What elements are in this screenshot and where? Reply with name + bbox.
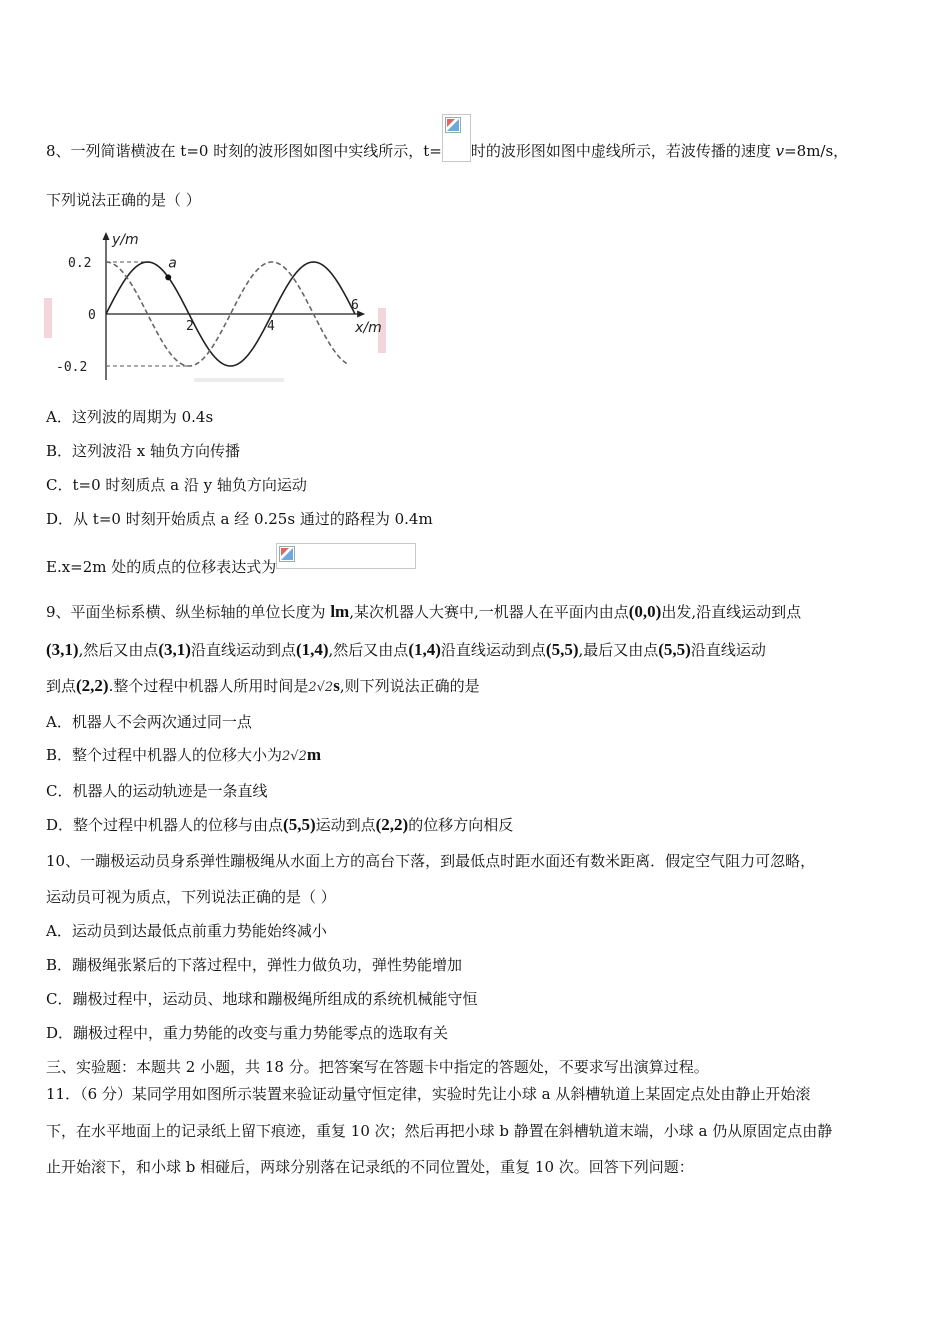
left-edge-mark	[44, 298, 52, 338]
q9-point: (1,4)	[295, 640, 329, 659]
q9-option-b	[46, 745, 321, 767]
q8-option-d: D．从 t=0 时刻开始质点 a 经 0.25s 通过的路程为 0.4m	[46, 510, 433, 528]
q9-text: 到点	[46, 677, 77, 695]
x-tick-label: 4	[267, 319, 275, 334]
q10-option-d: D．蹦极过程中，重力势能的改变与重力势能零点的选取有关	[46, 1024, 449, 1042]
q9-point: (2,2)	[76, 676, 109, 695]
q9-point: (0,0)	[628, 602, 662, 621]
q9-text: 9、平面坐标系横、纵坐标轴的单位长度为	[46, 603, 331, 621]
q9-text: .整个过程中机器人所用时间是	[108, 677, 309, 695]
q9-text: 沿直线运动	[690, 641, 766, 659]
broken-image-icon	[442, 114, 471, 162]
q11-stem-line1: 11．（6 分）某同学用如图所示装置来验证动量守恒定律，实验时先让小球 a 从斜槽轨道上某固定点处由静止开始滚	[46, 1085, 811, 1103]
q9-unit: s	[333, 676, 340, 695]
q9-time-sqrt: 2√2	[308, 680, 334, 695]
q9-unit: m	[306, 745, 322, 764]
y-axis-label: y/m	[112, 232, 139, 248]
q9-option-a: A．机器人不会两次通过同一点	[46, 713, 252, 731]
y-tick-label: 0.2	[68, 256, 92, 271]
q8-option-b: B．这列波沿 x 轴负方向传播	[46, 442, 241, 460]
x-tick-label: 6	[351, 298, 359, 313]
q8-option-e	[46, 555, 416, 581]
wave-figure	[44, 228, 394, 388]
q10-stem-line2: 运动员可视为质点，下列说法正确的是（ ）	[46, 888, 336, 906]
q10-stem-line1: 10、一蹦极运动员身系弹性蹦极绳从水面上方的高台下落，到最低点时距水面还有数米距离．假定空气阻力可忽略，	[46, 852, 816, 870]
q9-point: (1,4)	[408, 640, 441, 659]
q9-point: (2,2)	[375, 815, 409, 834]
q10-option-a: A．运动员到达最低点前重力势能始终减小	[46, 922, 327, 940]
bottom-edge-mark	[194, 378, 284, 382]
q9-unit: lm	[330, 602, 350, 621]
broken-image-icon	[276, 543, 416, 569]
q9-text: ,某次机器人大赛中,一机器人在平面内由点	[349, 603, 629, 621]
q9-point: (5,5)	[283, 815, 316, 834]
q8-stem-line1	[46, 128, 848, 176]
q8-velocity-symbol: v	[775, 142, 785, 160]
q9-option-b-text: B．整个过程中机器人的位移大小为	[46, 746, 283, 764]
q8-option-a: A．这列波的周期为 0.4s	[46, 408, 214, 426]
q9-text: ,则下列说法正确的是	[339, 677, 480, 695]
q9-text: ,然后又由点	[78, 641, 159, 659]
q8-stem-text-c: =8m/s，	[784, 142, 849, 160]
q9-text: ,最后又由点	[578, 641, 659, 659]
q9-stem-line3	[46, 676, 480, 698]
q9-option-d	[46, 815, 513, 835]
q8-option-c: C．t=0 时刻质点 a 沿 y 轴负方向运动	[46, 476, 307, 494]
section-3-heading: 三、实验题：本题共 2 小题，共 18 分。把答案写在答题卡中指定的答题处，不要求写出演算过程。	[46, 1058, 709, 1076]
q8-stem-text-b: 时的波形图如图中虚线所示，若波传播的速度	[470, 142, 776, 160]
q10-option-c: C．蹦极过程中，运动员、地球和蹦极绳所组成的系统机械能守恒	[46, 990, 478, 1008]
q9-displacement-sqrt: 2√2	[282, 749, 307, 764]
y-axis-arrow	[103, 232, 110, 240]
q9-point: (5,5)	[658, 640, 691, 659]
q11-stem-line3: 止开始滚下，和小球 b 相碰后，两球分别落在记录纸的不同位置处，重复 10 次。回答下列问题：	[46, 1158, 694, 1176]
q11-stem-line2: 下，在水平地面上的记录纸上留下痕迹，重复 10 次；然后再把小球 b 静置在斜槽轨道末端，小球 a 仍从原固定点由静	[46, 1122, 833, 1140]
point-a-label: a	[168, 255, 177, 272]
x-axis-label: x/m	[355, 320, 382, 336]
q9-stem-line1	[46, 602, 801, 622]
q8-stem-line2: 下列说法正确的是（ ）	[46, 191, 201, 209]
point-a	[165, 274, 171, 280]
q8-stem-text-a: 8、一列简谐横波在 t=0 时刻的波形图如图中实线所示，t=	[46, 142, 442, 160]
q9-text: 的位移方向相反	[408, 816, 514, 834]
q9-point: (3,1)	[158, 640, 191, 659]
q9-text: 沿直线运动到点	[190, 641, 296, 659]
q9-point: (5,5)	[545, 640, 579, 659]
x-tick-label: 2	[186, 319, 194, 334]
q9-option-c: C．机器人的运动轨迹是一条直线	[46, 782, 268, 800]
q8-option-e-text: E.x=2m 处的质点的位移表达式为	[46, 558, 277, 576]
q9-text: D．整个过程中机器人的位移与由点	[46, 816, 284, 834]
q9-point: (3,1)	[46, 640, 79, 659]
q10-option-b: B．蹦极绳张紧后的下落过程中，弹性力做负功，弹性势能增加	[46, 956, 463, 974]
q9-text: 运动到点	[315, 816, 376, 834]
y-tick-label: -0.2	[56, 360, 88, 375]
q9-text: ,然后又由点	[328, 641, 409, 659]
y-tick-label: 0	[88, 308, 96, 323]
q9-text: 沿直线运动到点	[440, 641, 546, 659]
q9-text: 出发,沿直线运动到点	[661, 603, 802, 621]
q9-stem-line2	[46, 640, 766, 660]
